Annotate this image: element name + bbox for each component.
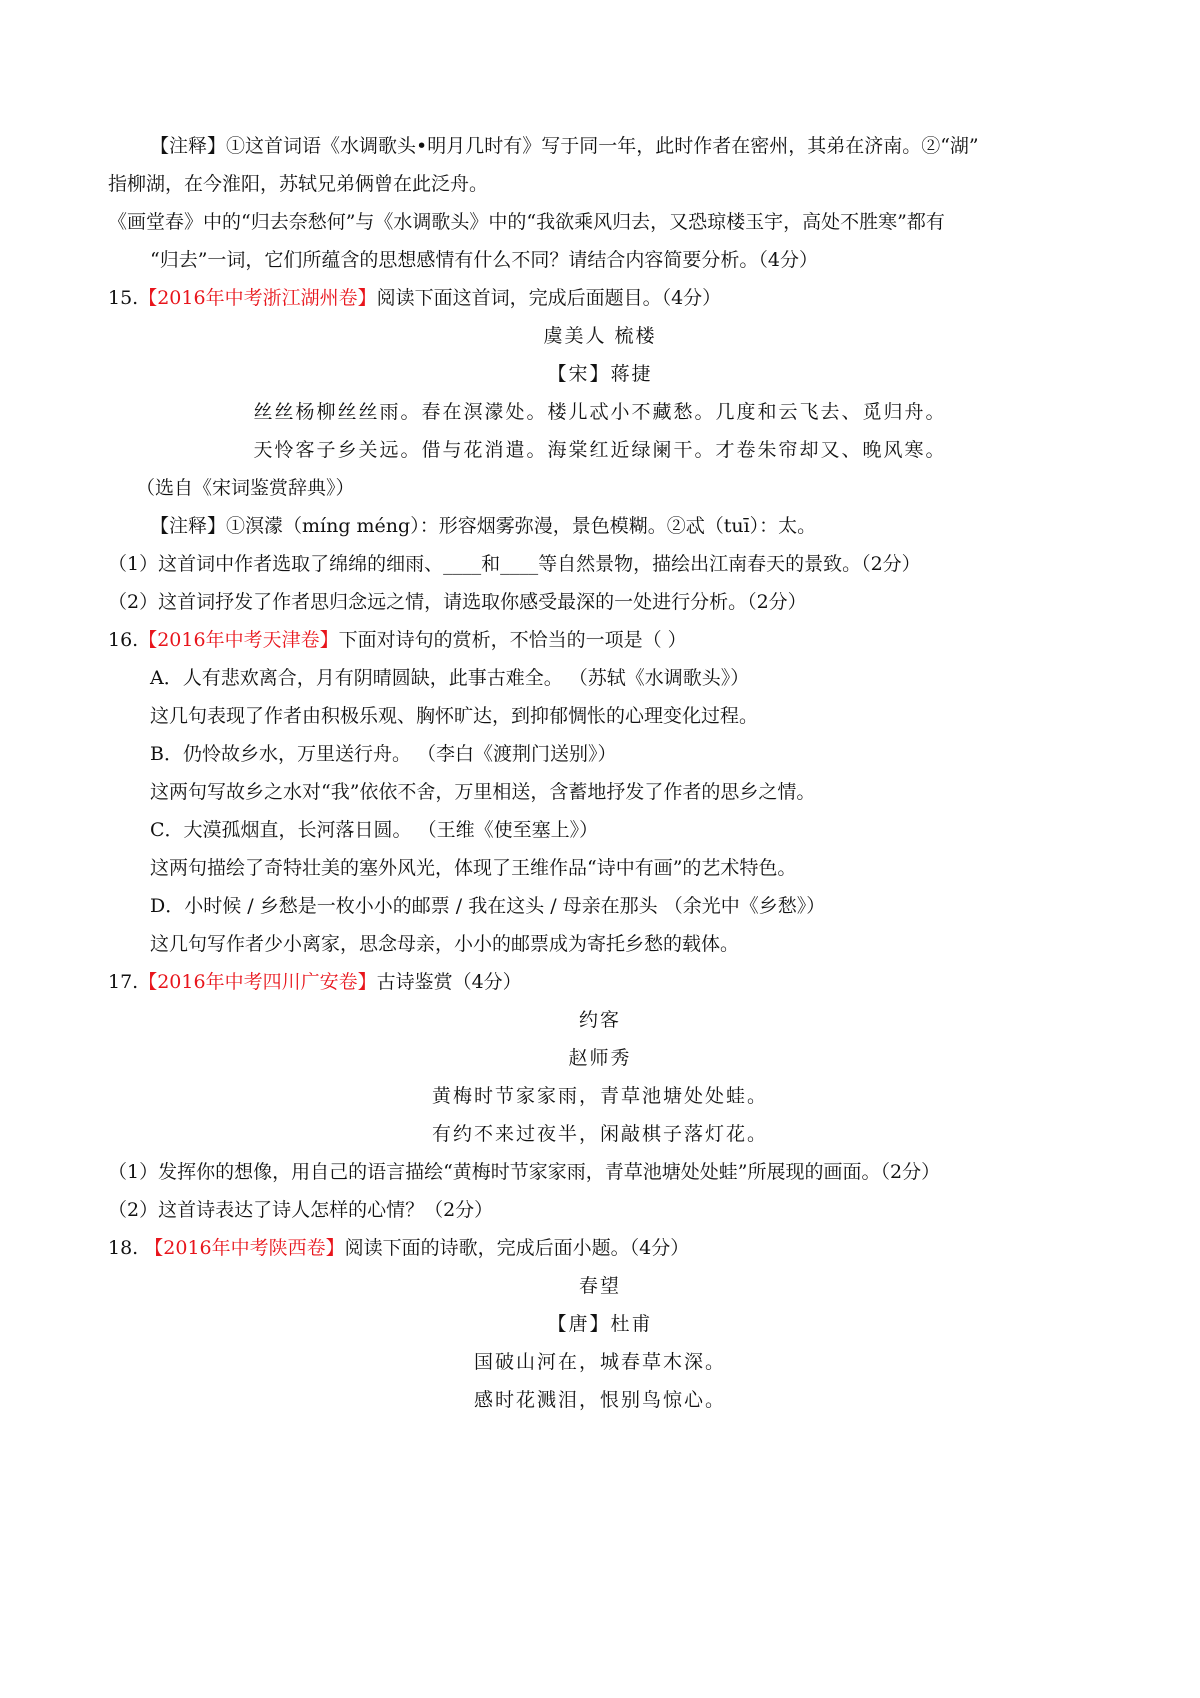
poem-line: 有约不来过夜半，闲敲棋子落灯花。	[431, 1123, 768, 1145]
question-18-heading	[108, 1235, 689, 1261]
sub-question: （1）发挥你的想像，用自己的语言描绘“黄梅时节家家雨，青草池塘处处蛙”所展现的画面。（2分）	[108, 1161, 941, 1183]
question-number: 18.	[108, 1237, 139, 1259]
option-explanation: 这几句表现了作者由积极乐观、胸怀旷达，到抑郁惆怅的心理变化过程。	[150, 705, 759, 727]
poem-title: 约客	[578, 1009, 621, 1031]
question-source: 【2016年中考浙江湖州卷】	[138, 287, 377, 309]
poem-author: 【宋】蒋捷	[547, 363, 653, 385]
option-d: D．小时候 / 乡愁是一枚小小的邮票 / 我在这头 / 母亲在那头 （余光中《乡愁》）	[150, 895, 826, 917]
question-number: 15.	[108, 287, 139, 309]
sub-question: （2）这首词抒发了作者思归念远之情，请选取你感受最深的一处进行分析。（2分）	[108, 591, 807, 613]
question-source: 【2016年中考陕西卷】	[144, 1237, 345, 1259]
poem-title: 春望	[578, 1275, 621, 1297]
note-line: 【注释】①这首词语《水调歌头•明月几时有》写于同一年，此时作者在密州，其弟在济南。②“湖”	[150, 135, 979, 157]
poem-source: （选自《宋词鉴赏辞典》）	[136, 477, 355, 499]
note-line: 指柳湖，在今淮阳，苏轼兄弟俩曾在此泛舟。	[108, 173, 489, 195]
question-number: 16.	[108, 629, 139, 651]
option-a: A．人有悲欢离合，月有阴晴圆缺，此事古难全。 （苏轼《水调歌头》）	[150, 667, 750, 689]
question-line: 《画堂春》中的“归去奈愁何”与《水调歌头》中的“我欲乘风归去，又恐琼楼玉宇，高处不胜寒”都有	[108, 211, 945, 233]
poem-author: 赵师秀	[568, 1047, 632, 1069]
option-explanation: 这几句写作者少小离家，思念母亲，小小的邮票成为寄托乡愁的载体。	[150, 933, 740, 955]
question-source: 【2016年中考四川广安卷】	[138, 971, 377, 993]
option-c: C．大漠孤烟直，长河落日圆。 （王维《使至塞上》）	[150, 819, 599, 841]
note-line: 【注释】①溟濛（míng méng）：形容烟雾弥漫，景色模糊。②忒（tuī）：太。	[150, 515, 817, 537]
option-explanation: 这两句写故乡之水对“我”依依不舍，万里相送，含蓄地抒发了作者的思乡之情。	[150, 781, 816, 803]
question-prompt: 阅读下面的诗歌，完成后面小题。（4分）	[344, 1237, 690, 1259]
poem-title: 虞美人 梳楼	[543, 325, 657, 347]
question-17-heading	[108, 969, 522, 995]
poem-line: 丝丝杨柳丝丝雨。春在溟濛处。楼儿忒小不藏愁。几度和云飞去、觅归舟。	[253, 401, 947, 423]
question-prompt: 下面对诗句的赏析，不恰当的一项是（ ）	[338, 629, 687, 651]
question-source: 【2016年中考天津卷】	[138, 629, 339, 651]
option-b: B．仍怜故乡水，万里送行舟。 （李白《渡荆门送别》）	[150, 743, 617, 765]
poem-line: 天怜客子乡关远。借与花消遣。海棠红近绿阑干。才卷朱帘却又、晚风寒。	[253, 439, 947, 461]
poem-line: 黄梅时节家家雨，青草池塘处处蛙。	[431, 1085, 768, 1107]
poem-author: 【唐】杜甫	[547, 1313, 653, 1335]
question-prompt: 阅读下面这首词，完成后面题目。（4分）	[376, 287, 722, 309]
question-line: “归去”一词，它们所蕴含的思想感情有什么不同？请结合内容简要分析。（4分）	[150, 249, 819, 271]
sub-question: （2）这首诗表达了诗人怎样的心情？（2分）	[108, 1199, 494, 1221]
question-prompt: 古诗鉴赏（4分）	[376, 971, 522, 993]
sub-question: （1）这首词中作者选取了绵绵的细雨、____和____等自然景物，描绘出江南春天的景致。（2分）	[108, 553, 921, 575]
poem-line: 国破山河在，城春草木深。	[473, 1351, 726, 1373]
question-number: 17.	[108, 971, 139, 993]
poem-line: 感时花溅泪，恨别鸟惊心。	[473, 1389, 726, 1411]
question-16-heading	[108, 627, 687, 653]
option-explanation: 这两句描绘了奇特壮美的塞外风光，体现了王维作品“诗中有画”的艺术特色。	[150, 857, 797, 879]
question-15-heading	[108, 285, 721, 311]
